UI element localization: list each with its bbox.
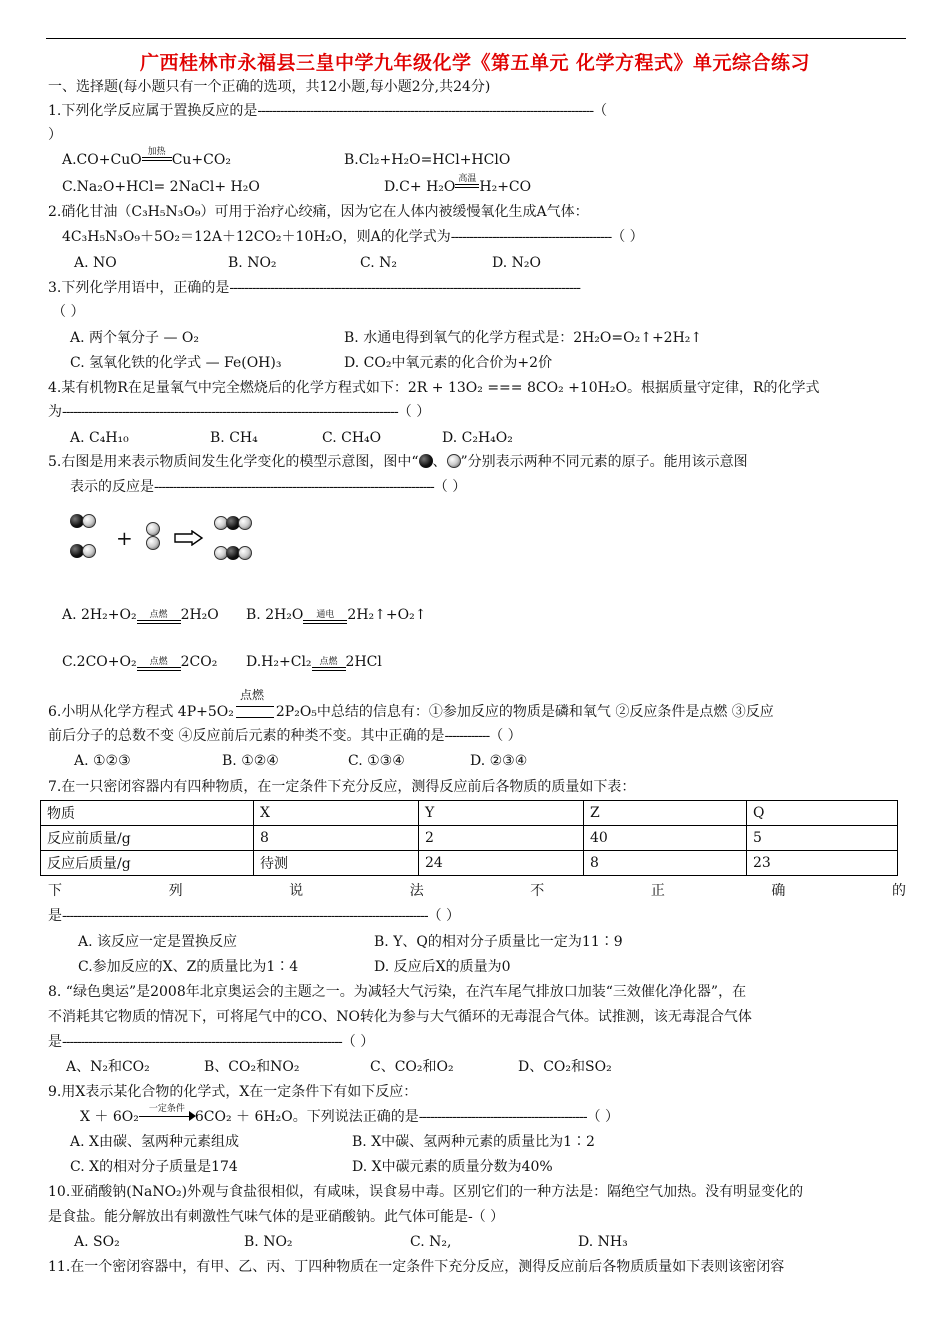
q8-stem: 8. “绿色奥运”是2008年北京奥运会的主题之一。为减轻大气污染，在汽车尾气排放口加装“三效催化净化器”，在 [48,984,747,1000]
q5-stem-pre: 5.右图是用来表示物质间发生化学变化的模型示意图，图中“ [48,454,419,470]
q7-option-b: B. Y、Q的相对分子质量比一定为11∶9 [374,934,623,950]
q2-eq-line [62,228,644,246]
q5-stem-line [48,453,748,471]
plus-sign: + [116,526,133,550]
q1-d-cond: 高温 [458,174,477,184]
q7-stem3: 是 [48,908,62,924]
q5-option-d [246,653,382,671]
q1-a-cond: 加热 [147,147,166,157]
q6-stem-pre: 6.小明从化学方程式 4P+5O₂ [48,704,234,720]
q1-option-c: C.Na₂O+HCl= 2NaCl+ H₂O [62,179,260,195]
q10-stem2: 是食盐。能分解放出有刺激性气味气体的是亚硝酸钠。此气体可能是 [48,1209,468,1225]
q7-stem2-spread [48,882,906,900]
reactant-grey-atom-icon [82,544,96,558]
table-cell: 24 [419,851,584,876]
q3-option-b: B. 水通电得到氧气的化学方程式是：2H₂O=O₂↑+2H₂↑ [344,330,703,346]
page-title: 广西桂林市永福县三皇中学九年级化学《第五单元 化学方程式》单元综合练习 [139,52,811,74]
q5-paren: （ ） [433,479,467,495]
table-cell: 待测 [254,851,419,876]
q5-b-cond: 通电 [316,610,335,620]
q1-a-arrow [142,147,172,166]
table-header-cell: 物质 [41,801,254,826]
q6-eqsign [236,706,274,718]
q10-stem: 10.亚硝酸钠(NaNO₂)外观与食盐很相似，有咸味，误食易中毒。区别它们的一种方法是：隔绝空气加热。没有明显变化的 [48,1184,804,1200]
q5-stem-post: ”分别表示两种不同元素的原子。能用该示意图 [460,454,748,470]
q5-c-post: 2CO₂ [180,654,218,670]
q10-option-b: B. NO₂ [244,1234,293,1250]
q2-option-a: A. NO [74,255,117,271]
table-cell: 23 [747,851,898,876]
q1-paren: （ [593,103,608,119]
q1-d-post: H₂+CO [479,179,532,195]
q6-option-d: D. ②③④ [470,753,528,769]
q5-d-eqsign [312,655,346,669]
spread-char: 正 [650,883,665,899]
q2-option-b: B. NO₂ [228,255,277,271]
q9-eq-pre: X ＋ 6O₂ [80,1109,139,1125]
q2-stem: 2.硝化甘油（C₃H₅N₃O₉）可用于治疗心绞痛，因为它在人体内被缓慢氧化生成A气体： [48,204,589,220]
q7-option-c: C.参加反应的X、Z的质量比为1∶4 [78,959,299,975]
spread-char: 下 [48,883,62,899]
q5-d-cond: 点燃 [319,657,338,667]
spread-char: 法 [409,883,424,899]
q1-stem: 1.下列化学反应属于置换反应的是 [48,103,258,119]
q1-option-b: B.Cl₂+H₂O=HCl+HClO [344,152,511,168]
table-cell: 反应前质量/g [41,826,254,851]
table-header-cell: X [254,801,419,826]
q5-d-post: 2HCl [345,654,382,670]
table-header-cell: Y [419,801,584,826]
q9-option-d: D. X中碳元素的质量分数为40% [352,1159,553,1175]
q6-option-c: C. ①③④ [348,753,405,769]
q4-option-b: B. CH₄ [210,430,258,446]
q5-a-post: 2H₂O [180,607,219,623]
q8-dashes: --------------------------------------------------------------------------- [62,1034,342,1050]
section-heading: 一、选择题(每小题只有一个正确的选项，共12小题,每小题2分,共24分) [48,79,491,95]
q7-dashes: -------------------------------------------------------------------------------------------------- [62,908,428,924]
spread-char: 的 [891,883,906,899]
q3-dashes: ---------------------------------------------------------------------------------------------- [229,280,581,296]
q5-option-a [62,606,219,624]
q7-paren: （ ） [427,908,461,924]
q6-stem2-line [48,727,522,745]
q10-option-d: D. NH₃ [578,1234,628,1250]
q10-option-c: C. N₂, [410,1234,452,1250]
q9-paren: （ ） [586,1109,620,1125]
table-row [41,826,898,851]
q9-arrow [139,1104,195,1124]
q6-option-b: B. ①②④ [222,753,279,769]
q5-c-cond: 点燃 [149,657,168,667]
q8-option-b: B、CO₂和NO₂ [204,1059,300,1075]
q9-option-c: C. X的相对分子质量是174 [70,1159,238,1175]
q10-paren: （ ） [471,1209,505,1225]
q4-paren: （ ） [397,404,431,420]
q8-stem3: 是 [48,1034,62,1050]
q3-stem-line [48,279,580,297]
q6-option-a: A. ①②③ [74,753,131,769]
q1-option-a [62,147,231,169]
q2-paren: （ ） [611,229,644,245]
q5-b-post: 2H₂↑+O₂↑ [347,607,427,623]
q4-stem2-line [48,403,430,421]
q3-paren: （ ） [52,304,85,320]
q4-option-a: A. C₄H₁₀ [70,430,129,446]
q8-paren: （ ） [341,1034,375,1050]
q5-dashes: --------------------------------------------------------------------------- [154,479,434,495]
q3-option-a: A. 两个氧分子 — O₂ [70,330,200,346]
q2-option-c: C. N₂ [360,255,397,271]
q5-c-eqsign [137,655,181,669]
reaction-arrow-icon [174,530,204,546]
q5-stem-mid: 、 [432,454,447,470]
q2-option-d: D. N₂O [492,255,541,271]
q9-eq-line [80,1104,620,1126]
q11-stem: 11.在一个密闭容器中，有甲、乙、丙、丁四种物质在一定条件下充分反应，测得反应前后各物质质量如下表则该密闭容 [48,1259,785,1275]
q9-dashes: --------------------------------------------- [418,1109,587,1125]
spread-char: 说 [289,883,304,899]
q4-option-d: D. C₂H₄O₂ [442,430,513,446]
q7-mass-table [40,800,898,876]
spread-char: 列 [168,883,183,899]
q9-stem: 9.用X表示某化合物的化学式，X在一定条件下有如下反应： [48,1084,418,1100]
q7-option-d: D. 反应后X的质量为0 [374,959,511,975]
q5-stem2: 表示的反应是 [70,479,154,495]
grey-atom-icon [447,454,461,468]
q5-d-pre: D.H₂+Cl₂ [246,654,312,670]
q1-option-d [384,174,532,196]
table-cell: 5 [747,826,898,851]
q10-stem2-line [48,1208,504,1226]
spread-char: 确 [771,883,786,899]
q5-c-pre: C.2CO+O₂ [62,654,137,670]
q1-dashes: ------------------------------------------------------------------------------------------ [257,103,594,119]
q1-a-pre: A.CO+CuO [62,152,142,168]
q9-eq-cond: 一定条件 [148,1104,185,1114]
q3-stem: 3.下列化学用语中，正确的是 [48,280,230,296]
reactant-grey-atom-icon [146,522,160,536]
q10-dashes: - [468,1209,472,1225]
q9-option-a: A. X由碳、氢两种元素组成 [70,1134,239,1150]
spread-char: 不 [530,883,545,899]
q5-a-pre: A. 2H₂+O₂ [62,607,137,623]
q7-option-a: A. 该反应一定是置换反应 [78,934,238,950]
q6-paren: （ ） [489,728,522,744]
q3-option-d: D. CO₂中氧元素的化合价为+2价 [344,355,553,371]
table-cell: 2 [419,826,584,851]
q7-stem3-line [48,907,460,925]
q1-stem-line [48,102,607,120]
q2-eq: 4C₃H₅N₃O₉＋5O₂＝12A＋12CO₂＋10H₂O，则A的化学式为 [62,229,451,245]
reactant-grey-atom-icon [82,514,96,528]
q8-stem3-line [48,1033,374,1051]
q9-eq-post: 6CO₂ ＋ 6H₂O。下列说法正确的是 [194,1109,419,1125]
q6-stem2: 前后分子的总数不变 ④反应前后元素的种类不变。其中正确的是 [48,728,445,744]
q6-cond: 点燃 [240,688,265,702]
table-cell: 8 [254,826,419,851]
q8-option-c: C、CO₂和O₂ [370,1059,454,1075]
reactant-grey-atom-icon [146,536,160,550]
q3-option-c: C. 氢氧化铁的化学式 — Fe(OH)₃ [70,355,282,371]
q5-b-pre: B. 2H₂O [246,607,304,623]
top-rule [46,38,906,39]
q4-dashes: ------------------------------------------------------------------------------------------ [62,404,398,420]
dark-atom-icon [419,454,433,468]
q5-a-eqsign [137,608,181,622]
q8-option-d: D、CO₂和SO₂ [518,1059,612,1075]
table-header-cell: Z [584,801,747,826]
q4-stem: 4.某有机物R在足量氧气中完全燃烧后的化学方程式如下：2R + 13O₂ === 8CO₂ +10H₂O。根据质量守定律，R的化学式 [48,380,820,396]
q6-stem-line [48,703,774,721]
table-header-cell: Q [747,801,898,826]
q5-option-b [246,606,426,624]
q8-option-a: A、N₂和CO₂ [66,1059,150,1075]
table-cell: 8 [584,851,747,876]
q7-stem: 7.在一只密闭容器内有四种物质，在一定条件下充分反应，测得反应前后各物质的质量如下表： [48,779,636,795]
q1-paren-close: ） [48,127,62,143]
q1-d-arrow [455,174,479,193]
q9-option-b: B. X中碳、氢两种元素的质量比为1∶2 [352,1134,595,1150]
q6-stem-post: 2P₂O₅中总结的信息有：①参加反应的物质是磷和氧气 ②反应条件是点燃 ③反应 [275,704,774,720]
product-grey-atom-icon [238,516,252,530]
q1-d-pre: D.C+ H₂O [384,179,456,195]
q1-a-post: Cu+CO₂ [171,152,231,168]
q5-a-cond: 点燃 [149,610,168,620]
q4-stem2: 为 [48,404,62,420]
q8-stem2: 不消耗其它物质的情况下，可将尾气中的CO、NO转化为参与大气循环的无毒混合气体。试推测，该无毒混合气体 [48,1009,752,1025]
table-cell: 40 [584,826,747,851]
table-header-row [41,801,898,826]
q5-option-c [62,653,217,671]
product-grey-atom-icon [238,546,252,560]
table-row [41,851,898,876]
table-cell: 反应后质量/g [41,851,254,876]
q5-stem2-line [70,478,466,496]
q2-dashes: ------------------------------------------- [450,229,612,245]
q5-b-eqsign [303,608,347,622]
q4-option-c: C. CH₄O [322,430,382,446]
q6-dashes: ------------ [444,728,490,744]
q10-option-a: A. SO₂ [74,1234,120,1250]
